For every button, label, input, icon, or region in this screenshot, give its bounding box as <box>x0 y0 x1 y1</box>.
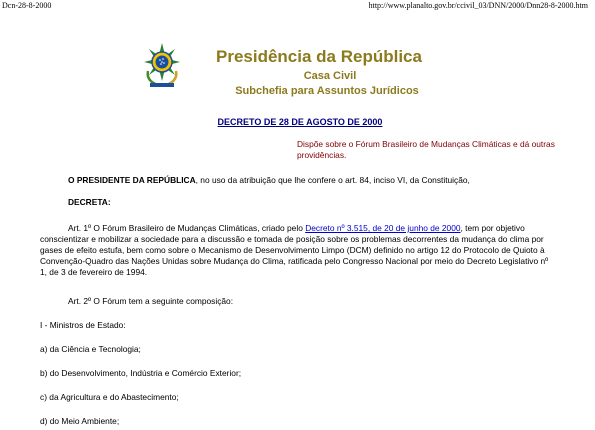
decreta-heading: DECRETA: <box>68 197 111 207</box>
print-header-doc-id: Dcn-28-8-2000 <box>2 1 52 10</box>
page-subtitle-2: Subchefia para Assuntos Jurídicos <box>235 85 419 97</box>
print-header-url: http://www.planalto.gov.br/ccivil_03/DNN/2000/Dnn28-8-2000.htm <box>368 1 588 10</box>
page-subtitle: Casa Civil <box>303 70 357 82</box>
article-1-rest: , tem por objetivo conscientizar e mobilizar a sociedade para a discussão e tomada de posição sobre os problemas decorrentes da mudança do clima por gases de efeito estufa, bem como sobre o Mecanismo de Desenvolvimento Limpo (DCM) definido no artigo 12 do Protocolo de Quioto à Convenção-Quadro das Nações Unidas sobre Mudança do Clima, ratificada pelo Congresso Nacional por meio do Decreto Legislativo nº 1, de 3 de fevereiro de 1994. <box>40 223 549 277</box>
list-item: a) da Ciência e Tecnologia; <box>40 344 141 354</box>
page-title: Presidência da República <box>216 47 422 66</box>
decree-3515-link[interactable]: Decreto nº 3.515, de 20 de junho de 2000 <box>305 223 461 233</box>
article-1 <box>40 223 555 278</box>
preamble <box>40 175 583 186</box>
list-item: c) da Agricultura e do Abastecimento; <box>40 392 179 402</box>
decree-ementa: Dispõe sobre o Fórum Brasileiro de Mudanças Climáticas e dá outras providências. <box>297 139 555 160</box>
list-item: b) do Desenvolvimento, Indústria e Comércio Exterior; <box>40 368 242 378</box>
list-item: d) do Meio Ambiente; <box>40 416 120 426</box>
coat-of-arms-icon <box>140 41 184 89</box>
list-item: I - Ministros de Estado: <box>40 320 126 330</box>
preamble-rest: , no uso da atribuição que lhe confere o art. 84, inciso VI, da Constituição, <box>195 175 470 185</box>
print-header <box>0 0 595 12</box>
preamble-lead: O PRESIDENTE DA REPÚBLICA <box>68 175 196 185</box>
article-1-lead: Art. 1º O Fórum Brasileiro de Mudanças Climáticas, criado pelo <box>68 223 306 233</box>
decree-title-link[interactable]: DECRETO DE 28 DE AGOSTO DE 2000 <box>217 117 383 127</box>
article-2: Art. 2º O Fórum tem a seguinte composição: <box>68 296 234 306</box>
